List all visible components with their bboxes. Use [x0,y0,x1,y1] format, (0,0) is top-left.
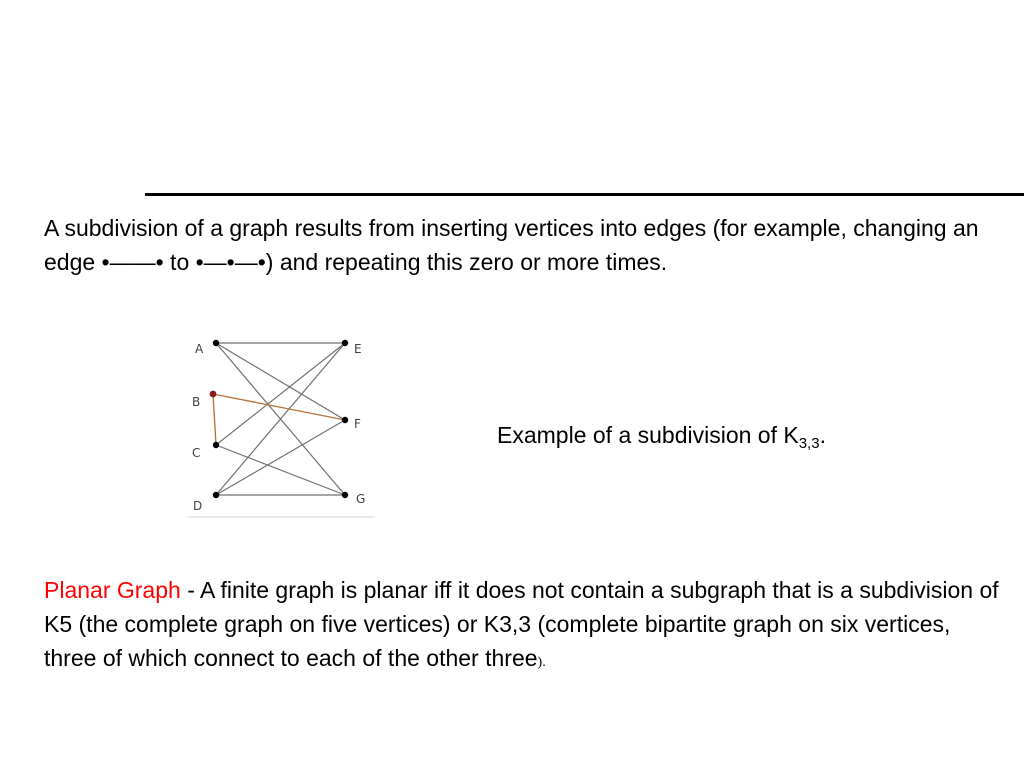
vertex-b [210,391,217,398]
figure-caption [497,420,826,450]
label-d: D [193,499,203,513]
label-g: G [356,492,366,506]
edge-a-f [216,343,345,420]
planar-graph-body: - A finite graph is planar iff it does not contain a subgraph that is a subdivision of K5 (the complete graph on five vertices) or K3,3 (complete bipartite graph on six vertices, three of which connect to each of the other three [44,577,999,671]
label-a: A [195,342,204,356]
caption-subscript: 3,3 [798,435,820,452]
edge-c-e [216,343,345,445]
subdivided-edges [213,394,345,445]
vertex-a [213,340,219,346]
vertex-g [342,492,348,498]
caption-period: . [819,422,826,448]
edge-b-c [213,394,216,445]
caption-text: Example of a subdivision of K [497,422,799,448]
planar-graph-term: Planar Graph [44,577,181,603]
edge-d-f [216,420,345,495]
vertex-c [213,442,219,448]
k33-subdivision-figure [185,333,380,519]
graph-edges [216,343,345,495]
vertex-d [213,492,219,498]
planar-graph-tail: ). [537,655,546,670]
graph-svg [185,333,380,519]
title-divider [145,193,1024,196]
label-e: E [354,342,362,356]
label-c: C [192,446,201,460]
label-b: B [192,395,201,409]
subdivision-definition: A subdivision of a graph results from inserting vertices into edges (for example, changing an edge •——• to •—•—•) and repeating this zero or more times. [44,215,979,275]
label-f: F [354,417,361,431]
planar-graph-definition [44,573,1004,680]
edge-c-g [216,445,345,495]
edge-b-f [213,394,345,420]
vertex-f [342,417,348,423]
vertex-e [342,340,348,346]
